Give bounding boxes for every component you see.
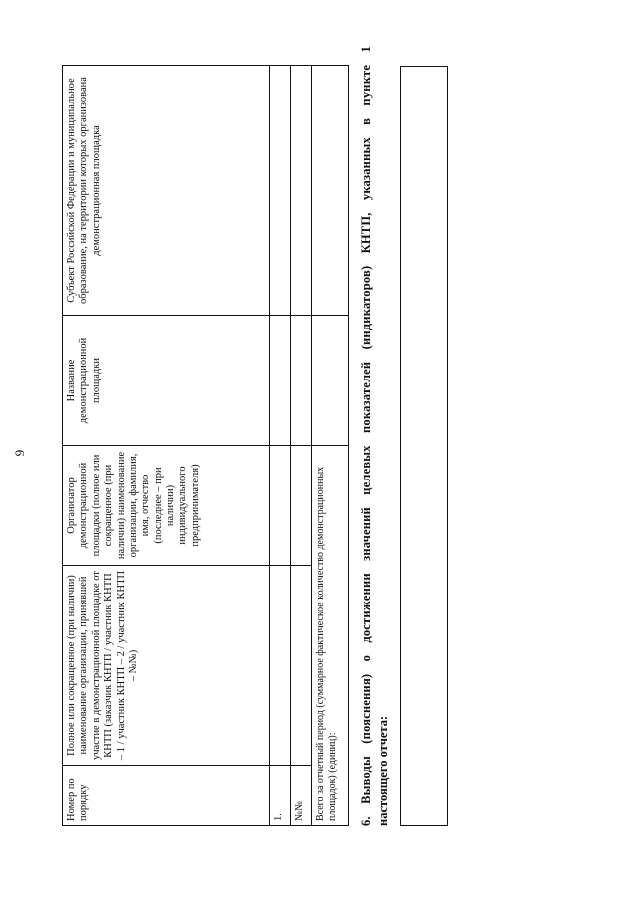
- total-label: Всего за отчетный период (суммарное фактическое количество демонстрационных площадок) (единиц):: [312, 446, 349, 826]
- table-cell: [270, 446, 291, 566]
- heading-word: КНТП,: [359, 212, 373, 254]
- table-cell: [291, 316, 312, 446]
- table-cell: [291, 446, 312, 566]
- table-row: [291, 66, 312, 826]
- heading-word: (пояснения): [359, 673, 373, 744]
- heading-word: (индикаторов): [359, 265, 373, 350]
- heading-word: 6.: [359, 816, 373, 826]
- heading-word: значений: [359, 507, 373, 561]
- table-cell: [270, 66, 291, 316]
- row-number: 1.: [270, 766, 291, 826]
- total-value-cell: [312, 316, 349, 446]
- row-number: №№: [291, 766, 312, 826]
- heading-word: пункте: [359, 64, 373, 106]
- heading-word: показателей: [359, 361, 373, 433]
- table-row: [270, 66, 291, 826]
- table-header-row: [63, 66, 270, 826]
- conclusions-answer-box[interactable]: [400, 66, 448, 826]
- heading-word: целевых: [359, 445, 373, 495]
- heading-word: 1: [359, 46, 373, 53]
- header-platform-name: Название демонстрационной площадки: [63, 316, 270, 446]
- table-cell: [291, 66, 312, 316]
- heading-word: достижении: [359, 573, 373, 643]
- heading-word: Выводы: [359, 755, 373, 804]
- section-6-heading: [358, 46, 375, 826]
- header-region: Субъект Российской Федерации и муниципальное образование, на территории которых организована демонстрационная площадка: [63, 66, 270, 316]
- heading-word: указанных: [359, 137, 373, 201]
- table-cell: [291, 566, 312, 766]
- section-6-heading-continued: настоящего отчета:: [375, 715, 390, 826]
- page-number: 9: [12, 449, 27, 457]
- table-cell: [270, 566, 291, 766]
- heading-word: в: [359, 117, 373, 125]
- heading-word: о: [359, 654, 373, 662]
- section-6: [358, 46, 392, 826]
- header-number: Номер по порядку: [63, 766, 270, 826]
- demo-platforms-table: [62, 65, 349, 826]
- total-empty-cell: [312, 66, 349, 316]
- table-total-row: [312, 66, 349, 826]
- header-organization: Полное или сокращенное (при наличии) наименование организации, принявшей участие в демонстрационной площадке от КНТП (заказчик КНТП / участник КНТП – 1 / участник КНТП – 2 / участник КНТП – №№): [63, 566, 270, 766]
- header-organizer: Организатор демонстрационной площадки (полное или сокращенное (при наличии) наименование организации, фамилия, имя, отчество (последнее – при наличии) индивидуального предпринимателя): [63, 446, 270, 566]
- table-cell: [270, 316, 291, 446]
